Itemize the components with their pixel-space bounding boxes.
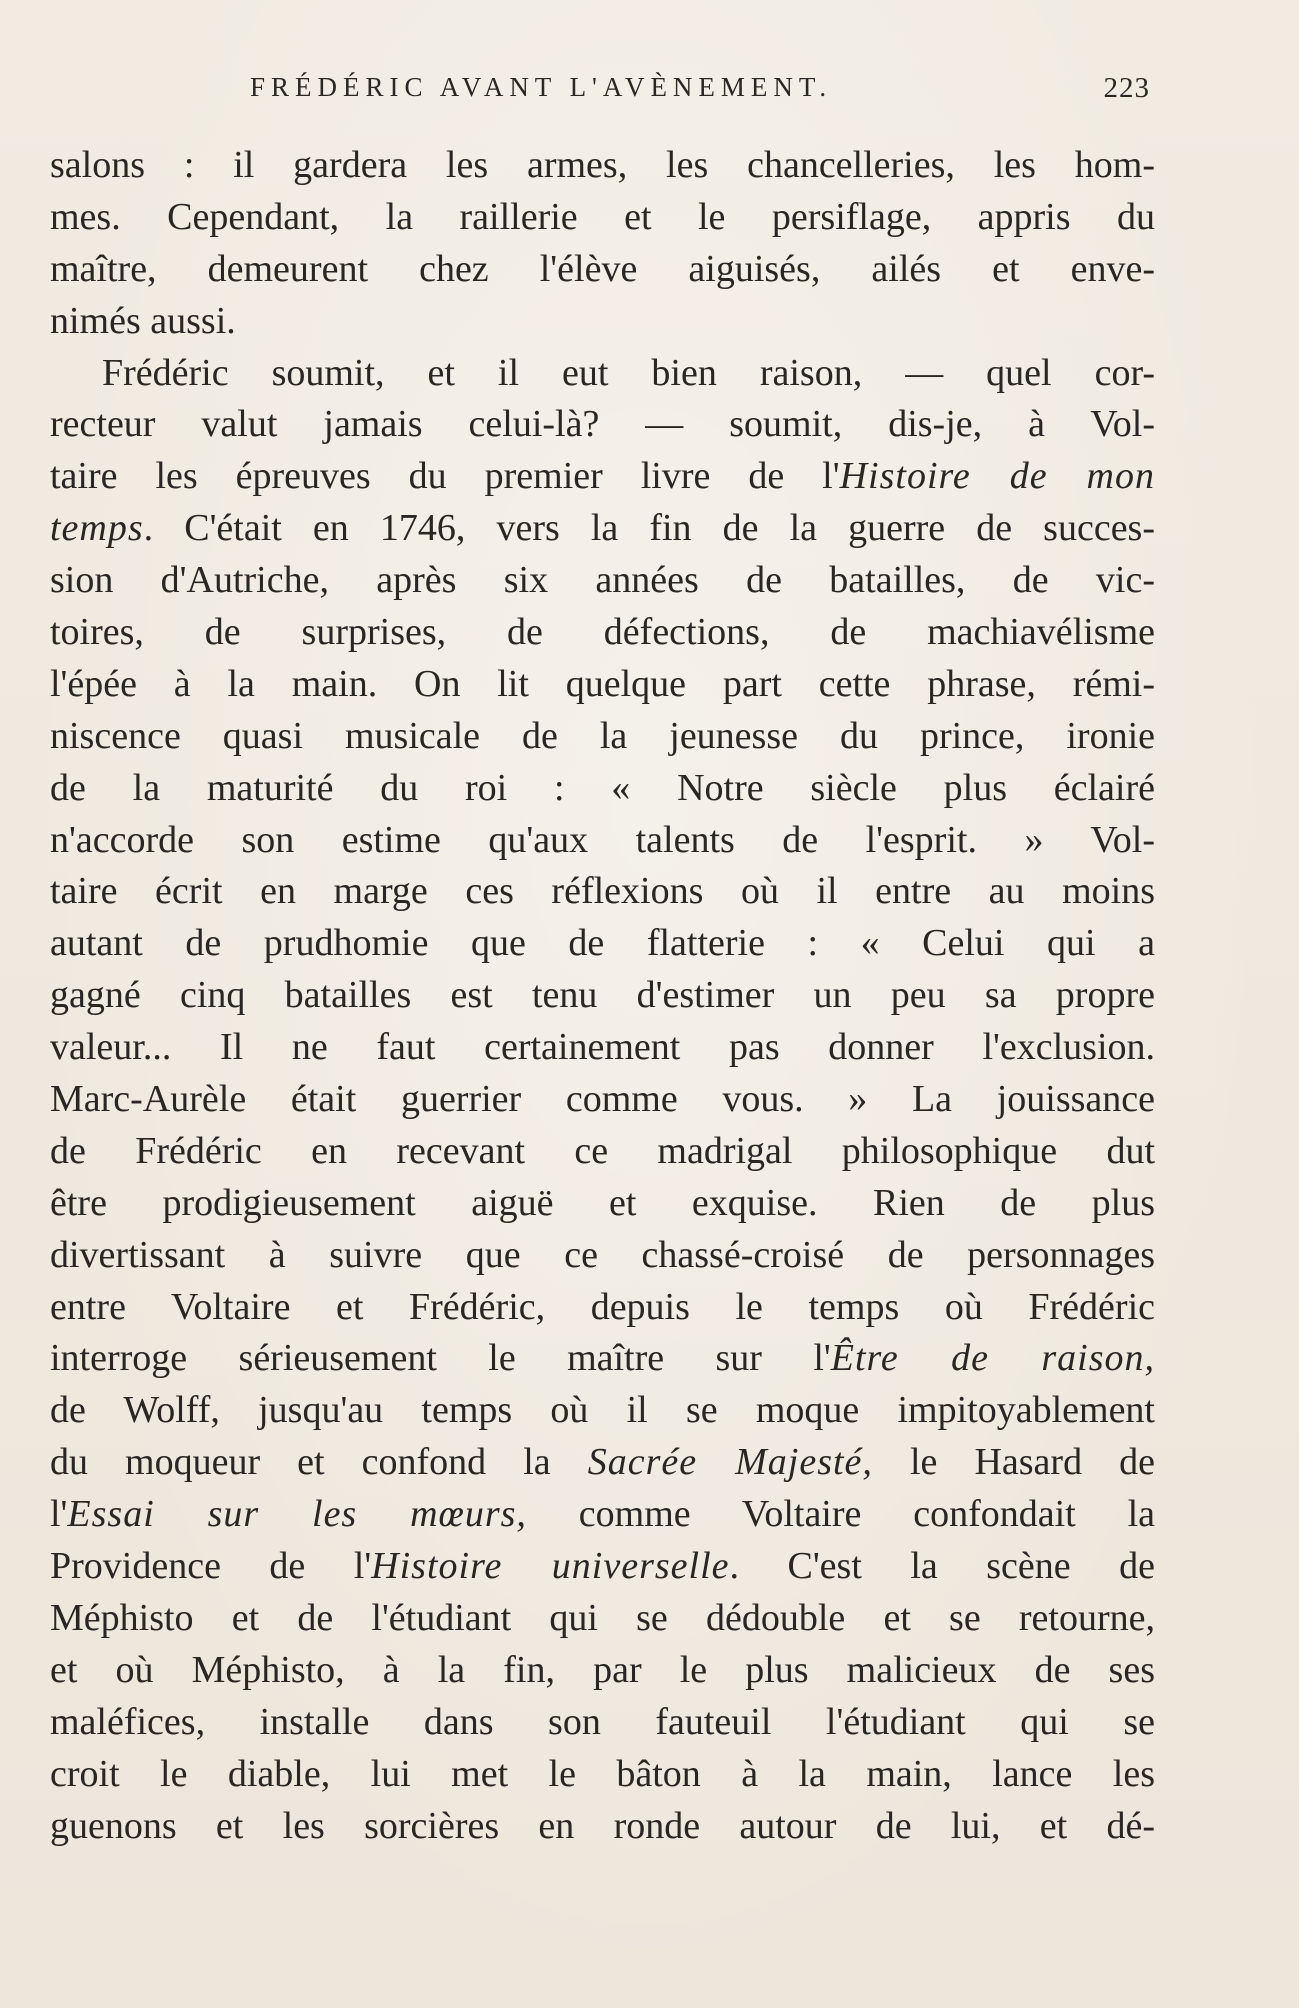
text-line xyxy=(50,1489,1155,1541)
text-line xyxy=(50,451,1155,503)
text-segment: gagné cinq batailles est tenu d'estimer un peu sa propre xyxy=(50,974,1155,1017)
text-segment: comme Voltaire confondait la xyxy=(526,1493,1155,1536)
text-segment: être prodigieusement aiguë et exquise. Rien de plus xyxy=(50,1181,1155,1224)
text-line xyxy=(50,1230,1155,1282)
text-segment: toires, de surprises, de défections, de machiavélisme xyxy=(50,611,1155,654)
text-line xyxy=(50,1749,1155,1801)
text-line xyxy=(50,659,1155,711)
text-line xyxy=(50,503,1155,555)
text-segment: le Hasard de xyxy=(872,1441,1155,1484)
italic-title: Sacrée Majesté, xyxy=(587,1441,873,1484)
text-segment: divertissant à suivre que ce chassé-croisé de personnages xyxy=(50,1233,1155,1276)
text-segment: de Frédéric en recevant ce madrigal philosophique dut xyxy=(50,1129,1155,1172)
page-number: 223 xyxy=(1103,72,1150,104)
text-segment: taire les épreuves du premier livre de l' xyxy=(50,455,840,498)
text-line xyxy=(50,1541,1155,1593)
italic-title: Être de raison, xyxy=(830,1337,1155,1380)
text-segment: interroge sérieusement le maître sur l' xyxy=(50,1337,831,1380)
text-segment: . C'est la scène de xyxy=(729,1545,1155,1588)
text-segment: n'accorde son estime qu'aux talents de l'esprit. » Vol- xyxy=(50,818,1155,861)
text-segment: niscence quasi musicale de la jeunesse du prince, ironie xyxy=(50,714,1155,757)
text-line xyxy=(50,192,1155,244)
text-segment: autant de prudhomie que de flatterie : « Celui qui a xyxy=(50,922,1155,965)
text-segment: et où Méphisto, à la fin, par le plus malicieux de ses xyxy=(50,1648,1155,1691)
text-segment: mes. Cependant, la raillerie et le persiflage, appris du xyxy=(50,195,1155,238)
text-segment: l' xyxy=(50,1493,68,1536)
text-line xyxy=(50,1126,1155,1178)
text-segment: de la maturité du roi : « Notre siècle plus éclairé xyxy=(50,766,1155,809)
text-line xyxy=(50,1593,1155,1645)
running-head: FRÉDÉRIC AVANT L'AVÈNEMENT. xyxy=(250,72,833,102)
text-line xyxy=(50,711,1155,763)
text-segment: croit le diable, lui met le bâton à la main, lance les xyxy=(50,1752,1155,1795)
text-segment: Frédéric soumit, et il eut bien raison, — quel cor- xyxy=(102,351,1155,394)
text-line xyxy=(50,555,1155,607)
text-line xyxy=(50,1645,1155,1697)
text-segment: taire écrit en marge ces réflexions où il entre au moins xyxy=(50,870,1155,913)
text-line xyxy=(50,1697,1155,1749)
text-line xyxy=(50,1074,1155,1126)
text-line xyxy=(50,1178,1155,1230)
text-line xyxy=(50,815,1155,867)
text-segment: de Wolff, jusqu'au temps où il se moque impitoyablement xyxy=(50,1389,1155,1432)
text-segment: Providence de l' xyxy=(50,1545,372,1588)
text-segment: Marc-Aurèle était guerrier comme vous. » La jouissance xyxy=(50,1078,1155,1121)
text-segment: du moqueur et confond la xyxy=(50,1441,588,1484)
text-line xyxy=(50,244,1155,296)
text-line xyxy=(50,140,1155,192)
text-line xyxy=(50,1385,1155,1437)
body-text xyxy=(50,140,1155,1852)
page-header xyxy=(200,72,1150,116)
text-segment: l'épée à la main. On lit quelque part cette phrase, rémi- xyxy=(50,662,1155,705)
text-segment: salons : il gardera les armes, les chancelleries, les hom- xyxy=(50,144,1155,186)
text-segment: Méphisto et de l'étudiant qui se dédouble et se retourne, xyxy=(50,1596,1155,1639)
text-line xyxy=(50,970,1155,1022)
text-segment: recteur valut jamais celui-là? — soumit, dis-je, à Vol- xyxy=(50,403,1155,446)
text-line xyxy=(50,918,1155,970)
text-segment: sion d'Autriche, après six années de batailles, de vic- xyxy=(50,559,1155,602)
text-line xyxy=(50,1022,1155,1074)
text-segment: guenons et les sorcières en ronde autour de lui, et dé- xyxy=(50,1804,1155,1847)
text-line xyxy=(50,348,1155,400)
italic-title: temps xyxy=(50,507,144,550)
text-line xyxy=(50,866,1155,918)
text-line xyxy=(50,607,1155,659)
text-segment: maléfices, installe dans son fauteuil l'étudiant qui se xyxy=(50,1700,1155,1743)
text-line xyxy=(50,763,1155,815)
text-line xyxy=(50,1437,1155,1489)
text-segment: . C'était en 1746, vers la fin de la guerre de succes- xyxy=(143,507,1155,550)
text-line xyxy=(50,1333,1155,1385)
italic-title: Essai sur les mœurs, xyxy=(67,1493,527,1536)
text-line xyxy=(50,1282,1155,1334)
italic-title: Histoire universelle xyxy=(371,1545,730,1588)
text-line xyxy=(50,296,1155,348)
text-line xyxy=(50,399,1155,451)
text-segment: valeur... Il ne faut certainement pas donner l'exclusion. xyxy=(50,1026,1155,1069)
text-segment: entre Voltaire et Frédéric, depuis le temps où Frédéric xyxy=(50,1285,1155,1328)
text-segment: nimés aussi. xyxy=(50,299,236,342)
text-segment: maître, demeurent chez l'élève aiguisés, ailés et enve- xyxy=(50,247,1155,290)
italic-title: Histoire de mon xyxy=(839,455,1155,498)
text-line xyxy=(50,1801,1155,1853)
